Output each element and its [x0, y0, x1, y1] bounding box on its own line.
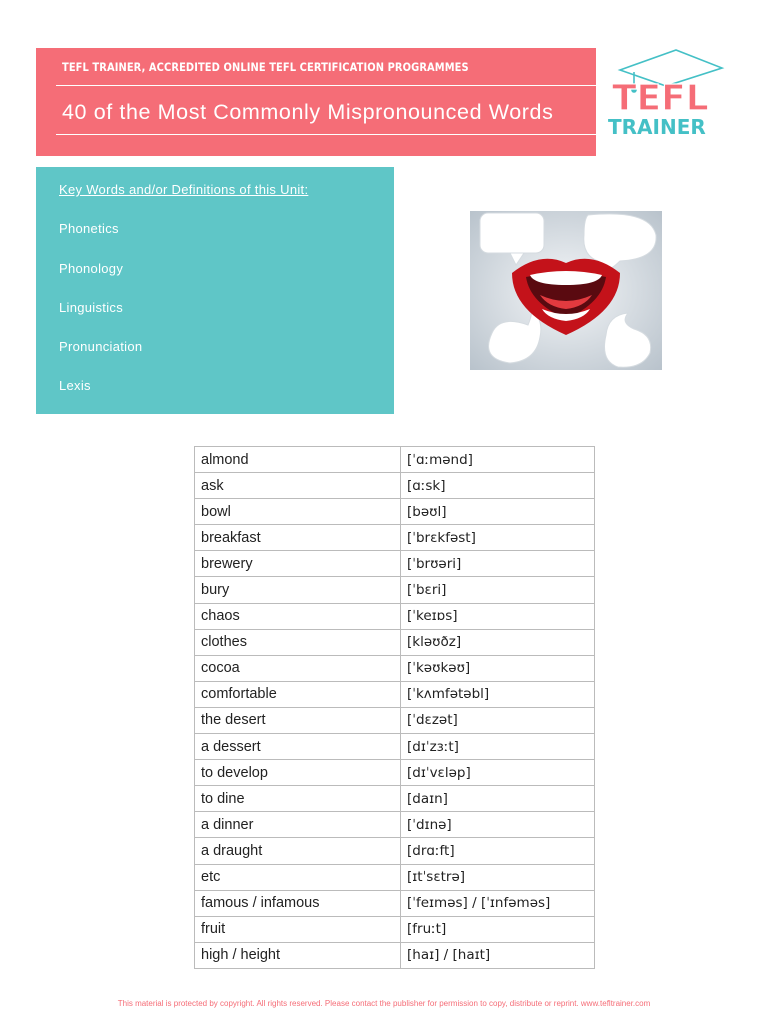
word-cell: breakfast: [195, 525, 401, 551]
table-row: [195, 707, 595, 733]
pronunciation-cell: [kləʊðz]: [401, 629, 595, 655]
tefl-trainer-logo: [604, 46, 726, 142]
pronunciation-cell: [fruːt]: [401, 916, 595, 942]
word-cell: bury: [195, 577, 401, 603]
word-cell: almond: [195, 447, 401, 473]
pronunciation-cell: [ˈdɛzət]: [401, 707, 595, 733]
table-row: [195, 655, 595, 681]
table-row: [195, 551, 595, 577]
word-cell: chaos: [195, 603, 401, 629]
table-row: [195, 916, 595, 942]
key-word-phonology: Phonology: [59, 261, 124, 276]
word-cell: a draught: [195, 838, 401, 864]
key-word-phonetics: Phonetics: [59, 221, 119, 236]
word-cell: comfortable: [195, 681, 401, 707]
banner-subtitle: TEFL TRAINER, ACCREDITED ONLINE TEFL CERTIFICATION PROGRAMMES: [62, 60, 469, 74]
table-row: [195, 890, 595, 916]
mouth-speech-bubbles-image: [470, 211, 662, 370]
table-row: [195, 629, 595, 655]
pronunciation-cell: [ˈɑːmənd]: [401, 447, 595, 473]
word-cell: a dessert: [195, 734, 401, 760]
word-cell: fruit: [195, 916, 401, 942]
pronunciation-cell: [ˈbɛri]: [401, 577, 595, 603]
table-row: [195, 473, 595, 499]
logo-word-trainer: TRAINER: [608, 115, 706, 139]
key-word-pronunciation: Pronunciation: [59, 339, 143, 354]
word-cell: famous / infamous: [195, 890, 401, 916]
pronunciation-cell: [ˈkeɪɒs]: [401, 603, 595, 629]
pronunciation-cell: [ˈdɪnə]: [401, 812, 595, 838]
key-word-lexis: Lexis: [59, 378, 91, 393]
word-cell: a dinner: [195, 812, 401, 838]
table-row: [195, 942, 595, 968]
pronunciation-cell: [ɑːsk]: [401, 473, 595, 499]
word-cell: to develop: [195, 760, 401, 786]
banner-divider-bottom: [56, 134, 596, 135]
key-words-heading: Key Words and/or Definitions of this Unit:: [59, 182, 309, 197]
table-row: [195, 499, 595, 525]
table-row: [195, 447, 595, 473]
pronunciation-cell: [dɪˈvɛləp]: [401, 760, 595, 786]
word-cell: bowl: [195, 499, 401, 525]
pronunciation-cell: [bəʊl]: [401, 499, 595, 525]
pronunciation-cell: [dɪˈzɜːt]: [401, 734, 595, 760]
table-row: [195, 812, 595, 838]
pronunciation-cell: [ˈbrɛkfəst]: [401, 525, 595, 551]
banner-divider-top: [56, 85, 596, 86]
word-cell: clothes: [195, 629, 401, 655]
header-banner: [36, 48, 596, 156]
pronunciation-cell: [ˈkʌmfətəbl]: [401, 681, 595, 707]
key-words-panel: [36, 167, 394, 414]
word-cell: high / height: [195, 942, 401, 968]
table-row: [195, 864, 595, 890]
word-cell: to dine: [195, 786, 401, 812]
pronunciation-cell: [haɪ] / [haɪt]: [401, 942, 595, 968]
pronunciation-cell: [drɑːft]: [401, 838, 595, 864]
key-word-linguistics: Linguistics: [59, 300, 123, 315]
word-cell: the desert: [195, 707, 401, 733]
table-row: [195, 786, 595, 812]
word-cell: brewery: [195, 551, 401, 577]
word-cell: ask: [195, 473, 401, 499]
mispronounced-words-table: [194, 446, 595, 969]
table-row: [195, 838, 595, 864]
page-title: 40 of the Most Commonly Mispronounced Words: [62, 100, 554, 124]
word-cell: cocoa: [195, 655, 401, 681]
table-row: [195, 525, 595, 551]
copyright-footer: This material is protected by copyright. All rights reserved. Please contact the publisher for permission to copy, distribute or reprint. www.tefltrainer.com: [117, 999, 651, 1008]
table-row: [195, 577, 595, 603]
table-row: [195, 760, 595, 786]
table-row: [195, 681, 595, 707]
table-row: [195, 734, 595, 760]
logo-word-tefl: TEFL: [612, 78, 709, 119]
table-row: [195, 603, 595, 629]
pronunciation-cell: [ˈbrʊəri]: [401, 551, 595, 577]
word-cell: etc: [195, 864, 401, 890]
pronunciation-cell: [daɪn]: [401, 786, 595, 812]
pronunciation-cell: [ˈfeɪməs] / [ˈɪnfəməs]: [401, 890, 595, 916]
pronunciation-cell: [ɪtˈsɛtrə]: [401, 864, 595, 890]
pronunciation-cell: [ˈkəʊkəʊ]: [401, 655, 595, 681]
